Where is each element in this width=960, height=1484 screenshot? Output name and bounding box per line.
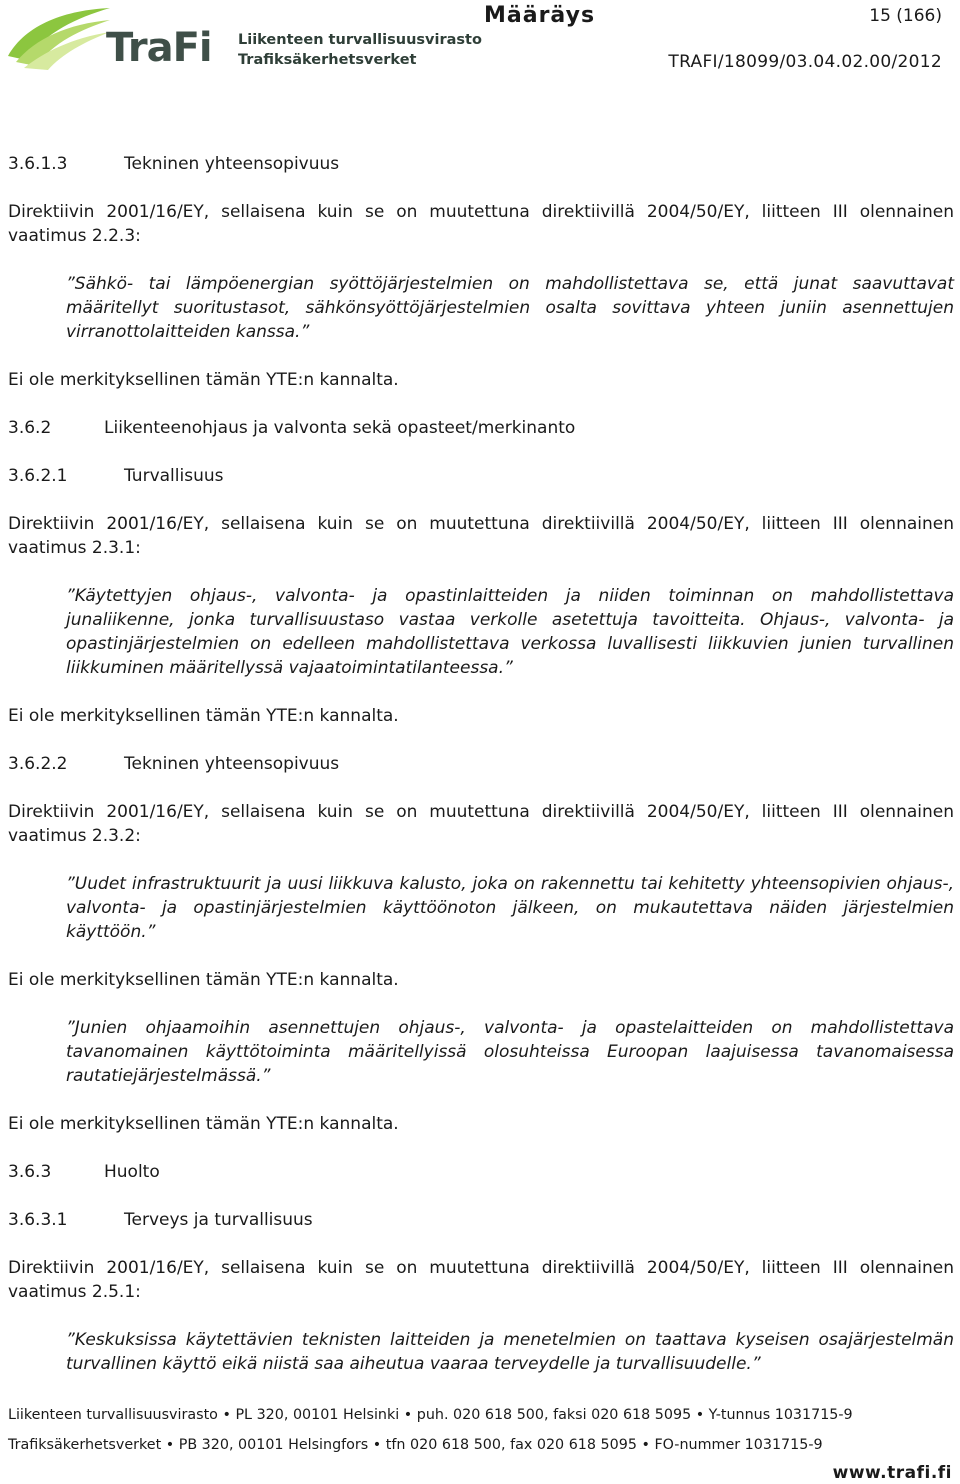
- section-title: Huolto: [104, 1162, 160, 1182]
- logo-agency-fi: Liikenteen turvallisuusvirasto: [238, 32, 482, 48]
- quoted-requirement: ”Junien ohjaamoihin asennettujen ohjaus-, valvonta- ja opastelaitteiden on mahdollistettava tavanomainen käyttötoiminta määritellyissä olosuhteissa Euroopan laajuisessa tavanomaisessa rautatiejärjestelmässä.”: [66, 1018, 954, 1086]
- body-paragraph: Direktiivin 2001/16/EY, sellaisena kuin se on muutettuna direktiivillä 2004/50/EY, liitteen III olennainen vaatimus 2.2.3:: [8, 202, 954, 246]
- section-title: Turvallisuus: [124, 466, 224, 486]
- trafi-logo: [6, 4, 482, 74]
- applicability-note: Ei ole merkityksellinen tämän YTE:n kannalta.: [8, 706, 399, 726]
- website-link[interactable]: www.trafi.fi: [832, 1463, 952, 1483]
- section-number: 3.6.2: [8, 418, 52, 438]
- applicability-note: Ei ole merkityksellinen tämän YTE:n kannalta.: [8, 970, 399, 990]
- section-title: Tekninen yhteensopivuus: [124, 154, 340, 174]
- quoted-requirement: ”Uudet infrastruktuurit ja uusi liikkuva kalusto, joka on rakennettu tai kehitetty yhteensopivien ohjaus-, valvonta- ja opastinjärjestelmien käyttöönoton jälkeen, on mukautettava näiden järjestelmien käyttöön.”: [66, 874, 954, 942]
- body-paragraph: Direktiivin 2001/16/EY, sellaisena kuin se on muutettuna direktiivillä 2004/50/EY, liitteen III olennainen vaatimus 2.3.1:: [8, 514, 954, 558]
- document-reference: TRAFI/18099/03.04.02.00/2012: [668, 52, 942, 72]
- section-number: 3.6.2.2: [8, 754, 68, 774]
- document-body: [8, 152, 954, 1400]
- logo-wordmark: TraFi: [106, 25, 212, 71]
- section-number: 3.6.3: [8, 1162, 52, 1182]
- section-title: Tekninen yhteensopivuus: [124, 754, 340, 774]
- section-title: Liikenteenohjaus ja valvonta sekä opasteet/merkinanto: [104, 418, 576, 438]
- trafi-swoosh-icon: [6, 4, 116, 74]
- section-heading: [8, 152, 954, 176]
- page-header: [0, 0, 960, 90]
- quoted-requirement: ”Käytettyjen ohjaus-, valvonta- ja opastinlaitteiden ja niiden toiminnan on mahdollistettava junaliikenne, jonka turvallisuustaso vastaa verkolle asetettuja tavoitteita. Ohjaus-, valvonta- ja opastinjärjestelmien on edelleen mahdollistettava verkossa luvallisesti liikkuvien junien turvallinen liikkuminen määritellyssä vajaatoimintatilanteessa.”: [66, 586, 954, 678]
- section-number: 3.6.1.3: [8, 154, 68, 174]
- footer-contact-fi: Liikenteen turvallisuusvirasto • PL 320, 00101 Helsinki • puh. 020 618 500, faksi 020 618 5095 • Y-tunnus 1031715-9: [8, 1407, 853, 1423]
- section-number: 3.6.2.1: [8, 466, 68, 486]
- section-title: Terveys ja turvallisuus: [124, 1210, 313, 1230]
- quoted-requirement: ”Sähkö- tai lämpöenergian syöttöjärjestelmien on mahdollistettava se, että junat saavuttavat määritellyt suoritustasot, sähkönsyöttöjärjestelmien osalta sovittava yhteen juniin asennettujen virranottolaitteiden kanssa.”: [66, 274, 954, 342]
- body-paragraph: Direktiivin 2001/16/EY, sellaisena kuin se on muutettuna direktiivillä 2004/50/EY, liitteen III olennainen vaatimus 2.5.1:: [8, 1258, 954, 1302]
- footer-contact-sv: Trafiksäkerhetsverket • PB 320, 00101 Helsingfors • tfn 020 618 500, fax 020 618 5095 • FO-nummer 1031715-9: [8, 1437, 823, 1453]
- section-heading: [8, 416, 954, 440]
- applicability-note: Ei ole merkityksellinen tämän YTE:n kannalta.: [8, 370, 399, 390]
- page-footer: [0, 1404, 960, 1483]
- body-paragraph: Direktiivin 2001/16/EY, sellaisena kuin se on muutettuna direktiivillä 2004/50/EY, liitteen III olennainen vaatimus 2.3.2:: [8, 802, 954, 846]
- section-heading: [8, 1160, 954, 1184]
- section-heading: [8, 1208, 954, 1232]
- section-number: 3.6.3.1: [8, 1210, 68, 1230]
- logo-agency-sv: Trafiksäkerhetsverket: [238, 52, 417, 68]
- section-heading: [8, 752, 954, 776]
- applicability-note: Ei ole merkityksellinen tämän YTE:n kannalta.: [8, 1114, 399, 1134]
- quoted-requirement: ”Keskuksissa käytettävien teknisten laitteiden ja menetelmien on taattava kyseisen osajärjestelmän turvallinen käyttö eikä niistä saa aiheutua vaaraa terveydelle ja turvallisuudelle.”: [66, 1330, 954, 1374]
- section-heading: [8, 464, 954, 488]
- document-type: Määräys: [484, 3, 596, 28]
- page-number: 15 (166): [869, 6, 942, 26]
